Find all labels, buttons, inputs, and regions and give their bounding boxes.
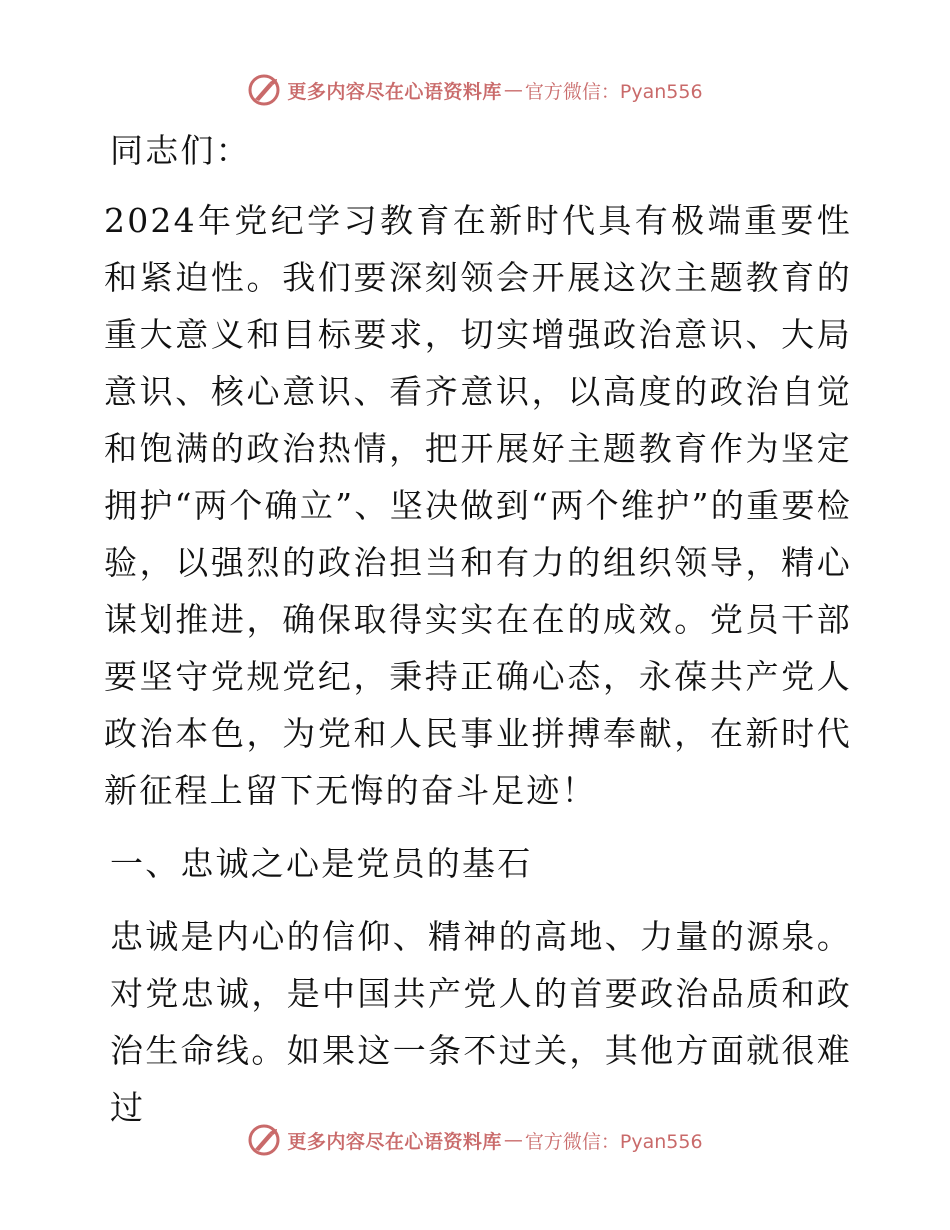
banner-separator: — [503, 1129, 523, 1151]
footer-banner [0, 1120, 950, 1160]
banner-site-text: 更多内容尽在心语资料库 [287, 80, 502, 103]
quill-pen-logo-icon [247, 73, 281, 107]
greeting: 同志们： [110, 131, 251, 170]
document-body [98, 122, 852, 1136]
banner-site-text: 更多内容尽在心语资料库 [287, 1130, 502, 1153]
banner-contact-text: 官方微信：Pyan556 [524, 80, 703, 103]
quill-pen-logo-icon [247, 1123, 281, 1157]
section-heading-1: 一、忠诚之心是党员的基石 [110, 844, 533, 883]
header-banner [0, 70, 950, 110]
paragraph-loyalty: 忠诚是内心的信仰、精神的高地、力量的源泉。对党忠诚，是中国共产党人的首要政治品质和政治生命线。如果这一条不过关，其他方面就很难过 [110, 917, 852, 1127]
paragraph-intro: 2024年党纪学习教育在新时代具有极端重要性和紧迫性。我们要深刻领会开展这次主题教育的重大意义和目标要求，切实增强政治意识、大局意识、核心意识、看齐意识，以高度的政治自觉和饱满的政治热情，把开展好主题教育作为坚定拥护“两个确立”、坚决做到“两个维护”的重要检验，以强烈的政治担当和有力的组织领导，精心谋划推进，确保取得实实在在的成效。党员干部要坚守党规党纪，秉持正确心态，永葆共产党人政治本色，为党和人民事业拼搏奉献，在新时代新征程上留下无悔的奋斗足迹！ [104, 201, 852, 810]
banner-separator: — [503, 79, 523, 101]
banner-contact-text: 官方微信：Pyan556 [524, 1130, 703, 1153]
